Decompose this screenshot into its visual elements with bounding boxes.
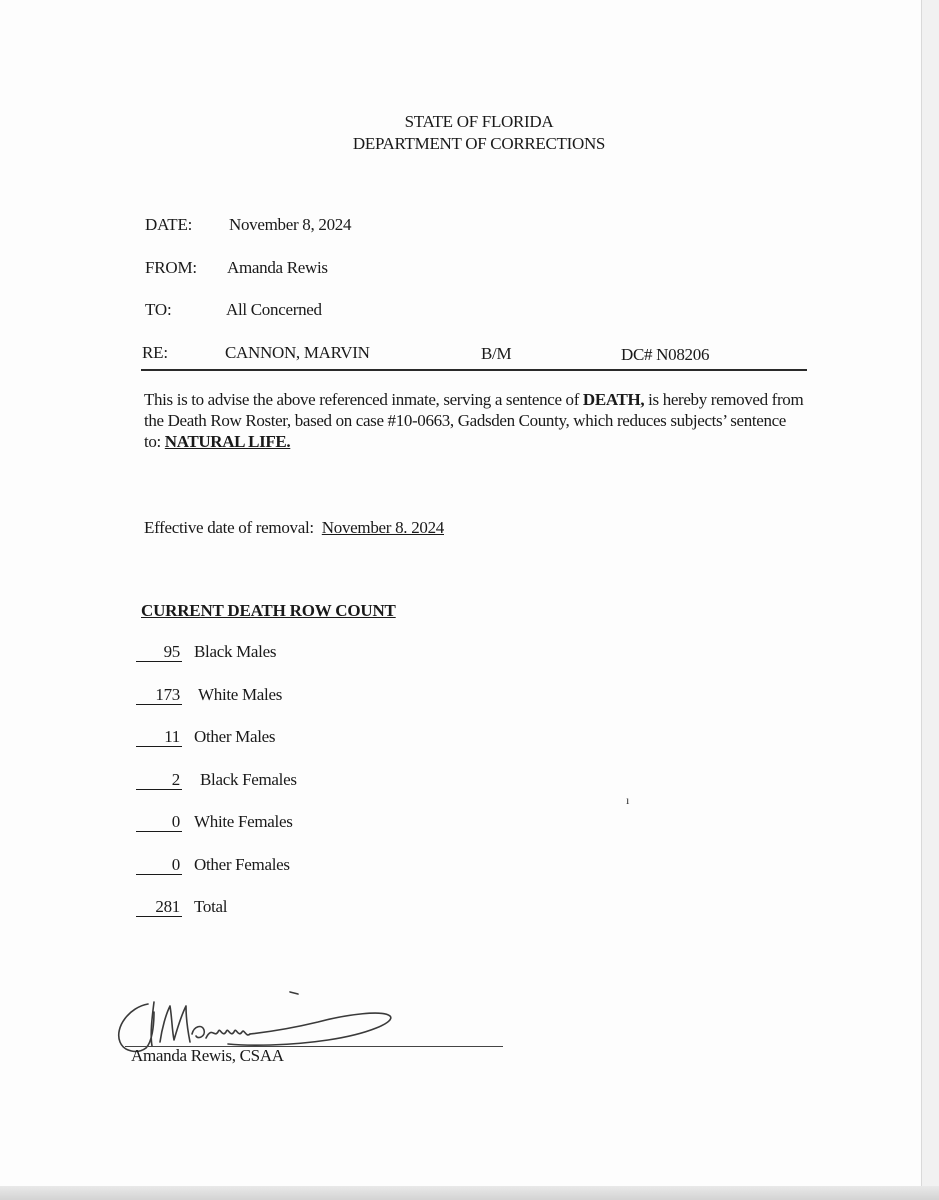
count-value: 0 xyxy=(136,856,182,875)
notice-text-part2: is hereby removed from the Death Row Roster, based on case #10-0663, Gadsden County, which reduces subjects’ sentence to: xyxy=(144,390,804,451)
count-label: Other Females xyxy=(194,855,290,874)
notice-sentence-death: DEATH, xyxy=(582,390,645,409)
removal-notice-paragraph xyxy=(144,389,804,452)
death-row-count-title: CURRENT DEATH ROW COUNT xyxy=(141,601,396,620)
agency-department-heading: DEPARTMENT OF CORRECTIONS xyxy=(352,134,606,153)
date-label: DATE: xyxy=(145,215,193,234)
count-label: Black Males xyxy=(194,642,277,661)
re-label: RE: xyxy=(142,343,168,362)
from-value: Amanda Rewis xyxy=(227,258,328,277)
to-value: All Concerned xyxy=(226,300,322,319)
effective-date-label: Effective date of removal: xyxy=(144,518,314,537)
count-label: White Males xyxy=(198,685,283,704)
to-label: TO: xyxy=(145,300,172,319)
re-underline-rule xyxy=(141,369,807,371)
from-label: FROM: xyxy=(145,258,197,277)
notice-text-part1: This is to advise the above referenced inmate, serving a sentence of xyxy=(144,390,583,409)
count-label: White Females xyxy=(194,812,293,831)
count-value: 0 xyxy=(136,813,182,832)
re-race-sex: B/M xyxy=(481,344,512,363)
count-label: Black Females xyxy=(200,770,297,789)
count-value: 281 xyxy=(136,898,182,917)
stray-pen-mark: ı xyxy=(626,793,630,807)
count-value: 95 xyxy=(136,643,182,662)
count-row-other-females xyxy=(136,855,290,877)
count-row-total xyxy=(136,897,227,919)
count-label: Total xyxy=(194,897,228,916)
count-label: Other Males xyxy=(194,727,276,746)
re-dc-number: DC# N08206 xyxy=(621,345,710,364)
date-value: November 8, 2024 xyxy=(229,215,352,234)
signer-name: Amanda Rewis, CSAA xyxy=(131,1046,284,1065)
scan-edge-right xyxy=(921,0,939,1200)
count-value: 2 xyxy=(136,771,182,790)
count-value: 11 xyxy=(136,728,182,747)
notice-new-sentence: NATURAL LIFE. xyxy=(164,432,291,451)
scan-edge-bottom xyxy=(0,1186,939,1200)
count-value: 173 xyxy=(136,686,182,705)
effective-date-line xyxy=(144,518,444,538)
count-row-black-males xyxy=(136,642,276,664)
re-inmate-name: CANNON, MARVIN xyxy=(225,343,370,362)
count-row-black-females xyxy=(136,770,297,792)
count-row-other-males xyxy=(136,727,275,749)
count-row-white-males xyxy=(136,685,282,707)
effective-date-value: November 8. 2024 xyxy=(321,518,444,537)
agency-state-heading: STATE OF FLORIDA xyxy=(404,112,554,131)
count-row-white-females xyxy=(136,812,293,834)
